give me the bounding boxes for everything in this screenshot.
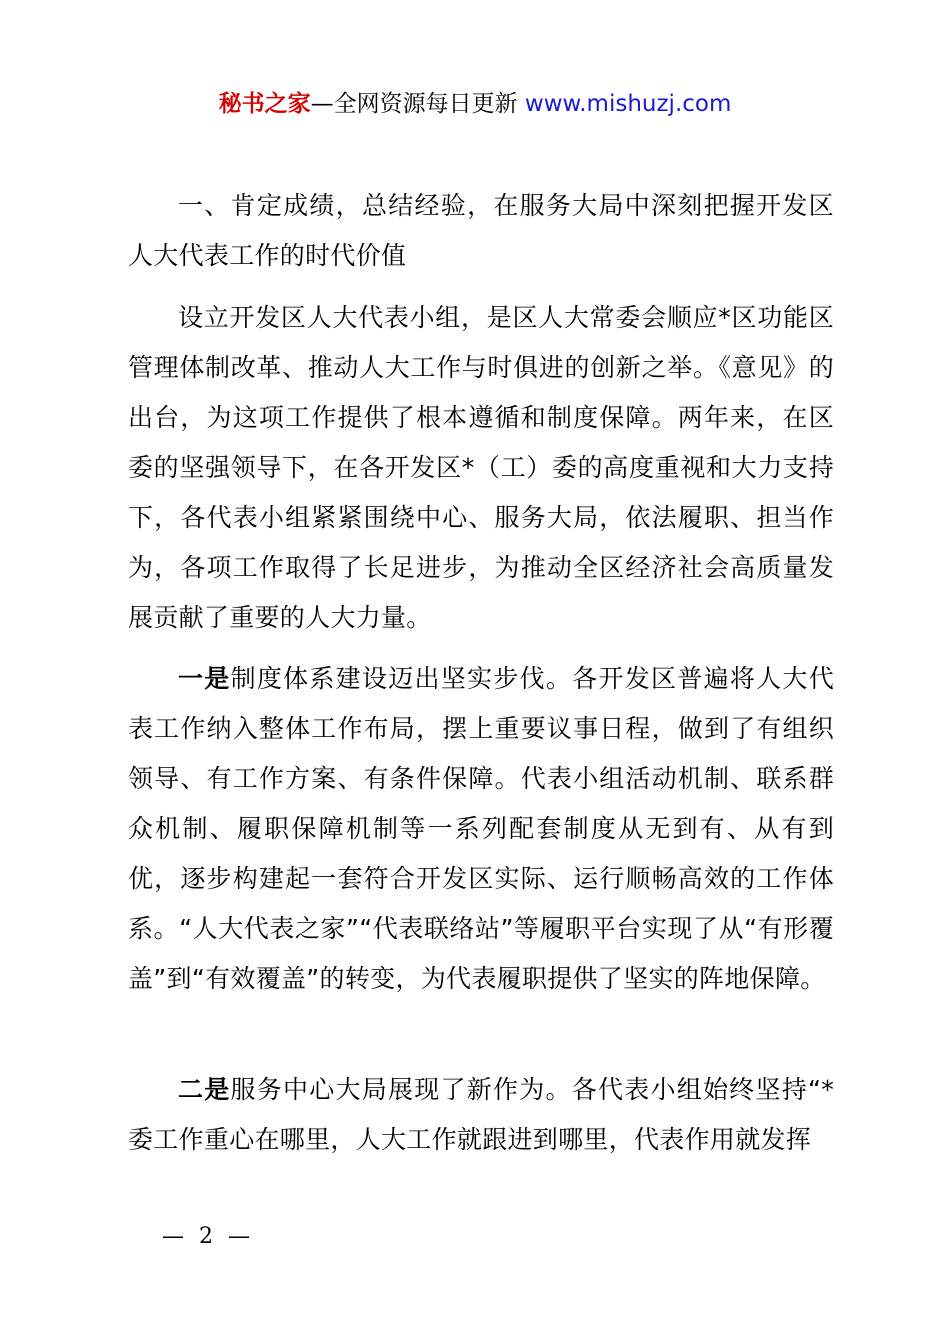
section-heading: 一、肯定成绩，总结经验，在服务大局中深刻把握开发区人大代表工作的时代价值 [128, 191, 834, 270]
site-url-link[interactable]: www.mishuzj.com [524, 91, 732, 117]
point-two-paragraph [128, 1065, 834, 1165]
intro-block [128, 293, 834, 643]
page-number: — 2 — [162, 1224, 254, 1249]
section-heading-block [128, 181, 834, 281]
point-one-lead: 一是 [178, 664, 231, 693]
point-two-text: 服务中心大局展现了新作为。各代表小组始终坚持“*委工作重心在哪里，人大工作就跟进到哪里，代表作用就发挥 [128, 1075, 834, 1154]
site-header [0, 86, 950, 122]
brand-name: 秘书之家 [218, 91, 311, 117]
point-two-lead: 二是 [178, 1075, 231, 1104]
point-two-block [128, 1065, 834, 1165]
point-one-text: 制度体系建设迈出坚实步伐。各开发区普遍将人大代表工作纳入整体工作布局，摆上重要议事日程，做到了有组织领导、有工作方案、有条件保障。代表小组活动机制、联系群众机制、履职保障机制等一系列配套制度从无到有、从有到优，逐步构建起一套符合开发区实际、运行顺畅高效的工作体系。“人大代表之家”“代表联络站”等履职平台实现了从“有形覆盖”到“有效覆盖”的转变，为代表履职提供了坚实的阵地保障。 [128, 664, 834, 993]
header-tagline: —全网资源每日更新 [310, 91, 525, 117]
intro-paragraph: 设立开发区人大代表小组，是区人大常委会顺应*区功能区管理体制改革、推动人大工作与时俱进的创新之举。《意见》的出台，为这项工作提供了根本遵循和制度保障。两年来，在区委的坚强领导下，在各开发区*（工）委的高度重视和大力支持下，各代表小组紧紧围绕中心、服务大局，依法履职、担当作为，各项工作取得了长足进步，为推动全区经济社会高质量发展贡献了重要的人大力量。 [128, 303, 834, 632]
point-one-paragraph [128, 654, 834, 1004]
point-one-block [128, 654, 834, 1004]
